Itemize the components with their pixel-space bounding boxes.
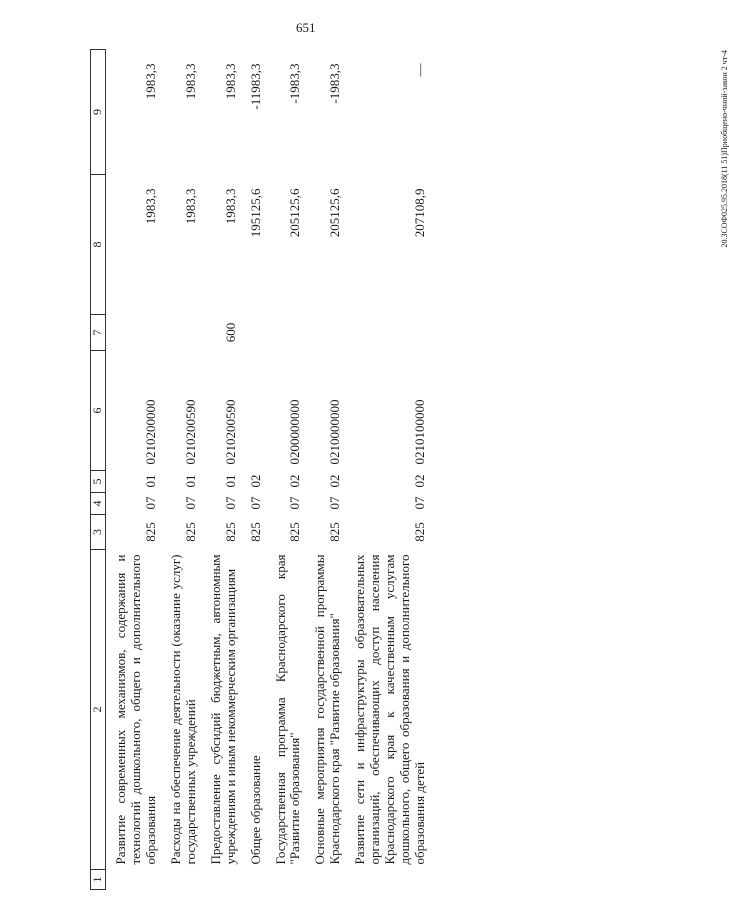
- ministry-code: 825: [247, 522, 263, 542]
- table-row: [264, 50, 304, 890]
- row-description: Общее образование: [247, 755, 263, 865]
- amount-col8: 1983,3: [142, 188, 158, 225]
- ministry-code: 825: [327, 522, 343, 542]
- subsection-code: 02: [247, 474, 263, 488]
- expense-type-code: 600: [222, 322, 238, 343]
- target-article-code: 0210200000: [142, 399, 158, 465]
- row-description: Государственная программа Краснодарского края "Развитие образования": [272, 554, 303, 865]
- amount-col8: 207108,9: [412, 188, 427, 238]
- section-code: 07: [247, 496, 263, 510]
- column-number: 3: [91, 515, 106, 550]
- expense-type-code: [264, 315, 304, 351]
- subsection-code: 02: [327, 474, 343, 488]
- target-article-code: [239, 351, 264, 471]
- amount-col9: 1983,3: [182, 63, 198, 100]
- row-description: Основные мероприятия государственной программы Краснодарского края "Развитие образования": [312, 554, 343, 865]
- column-number: 2: [91, 550, 106, 870]
- column-number: 1: [91, 870, 106, 890]
- amount-col8: 1983,3: [182, 188, 198, 225]
- row-description: Расходы на обеспечение деятельности (оказание услуг) государственных учреждений: [167, 554, 198, 865]
- target-article-code: 0210200590: [182, 399, 198, 465]
- amount-col9: 1983,3: [222, 63, 238, 100]
- column-number-row: [91, 50, 106, 890]
- expense-type-code: [159, 315, 199, 351]
- target-article-code: 0210100000: [412, 399, 427, 465]
- ministry-code: 825: [142, 522, 158, 542]
- table-row: [199, 50, 239, 890]
- table-row: [106, 50, 159, 890]
- subsection-code: 01: [182, 474, 198, 488]
- target-article-code: 0210000000: [327, 399, 343, 465]
- section-code: 07: [222, 496, 238, 510]
- amount-col9: -11983,3: [247, 63, 263, 110]
- amount-col9: -1983,3: [287, 63, 303, 104]
- target-article-code: 0200000000: [287, 399, 303, 465]
- expense-type-code: [239, 315, 264, 351]
- column-number: 7: [91, 315, 106, 351]
- amount-col8: 205125,6: [287, 188, 303, 238]
- subsection-code: 01: [222, 474, 238, 488]
- ministry-code: 825: [287, 522, 303, 542]
- amount-col8: 205125,6: [327, 188, 343, 238]
- expense-type-code: [303, 315, 343, 351]
- target-article-code: 0210200590: [222, 399, 238, 465]
- table-row: [239, 50, 264, 890]
- subsection-code: 01: [142, 474, 158, 488]
- footer-note: [720, 50, 729, 310]
- ministry-code: 825: [412, 522, 427, 542]
- section-code: 07: [287, 496, 303, 510]
- row-description: Развитие сети и инфраструктуры образовательных организаций, обеспечивающих доступ населения Краснодарского края к качественным услугам дошкольного, общего образования и дополнительного образования детей: [352, 554, 427, 865]
- section-code: 07: [182, 496, 198, 510]
- subsection-code: 02: [287, 474, 303, 488]
- table-row: [159, 50, 199, 890]
- rotated-page-content: [90, 50, 729, 890]
- column-number: 5: [91, 471, 106, 493]
- amount-col9: 1983,3: [142, 63, 158, 100]
- footer-note-text: 20.3СОФ025.95.2018(11 51)Приобщено-чний-закон 2 чт-4: [720, 50, 729, 248]
- row-description: Развитие современных механизмов, содержания и технологий дошкольного, общего и дополнительного образования: [113, 554, 158, 865]
- section-code: 07: [327, 496, 343, 510]
- expense-type-code: [106, 315, 159, 351]
- section-code: 07: [412, 496, 427, 510]
- section-code: 07: [142, 496, 158, 510]
- row-description: Предоставление субсидий бюджетным, автономным учреждениям и иным некоммерческим организациям: [207, 554, 238, 865]
- subsection-code: 02: [412, 474, 427, 488]
- expense-type-code: [343, 315, 428, 351]
- table-row: [303, 50, 343, 890]
- column-number: 8: [91, 175, 106, 315]
- column-number: 6: [91, 351, 106, 471]
- budget-table: [90, 49, 428, 890]
- amount-col8: 195125,6: [247, 188, 263, 238]
- amount-col8: 1983,3: [222, 188, 238, 225]
- ministry-code: 825: [182, 522, 198, 542]
- amount-col9: -1983,3: [327, 63, 343, 104]
- page-number: 651: [296, 20, 316, 35]
- ministry-code: 825: [222, 522, 238, 542]
- column-number: 9: [91, 50, 106, 175]
- amount-col9: —: [412, 63, 427, 77]
- table-row: [343, 50, 428, 890]
- column-number: 4: [91, 493, 106, 515]
